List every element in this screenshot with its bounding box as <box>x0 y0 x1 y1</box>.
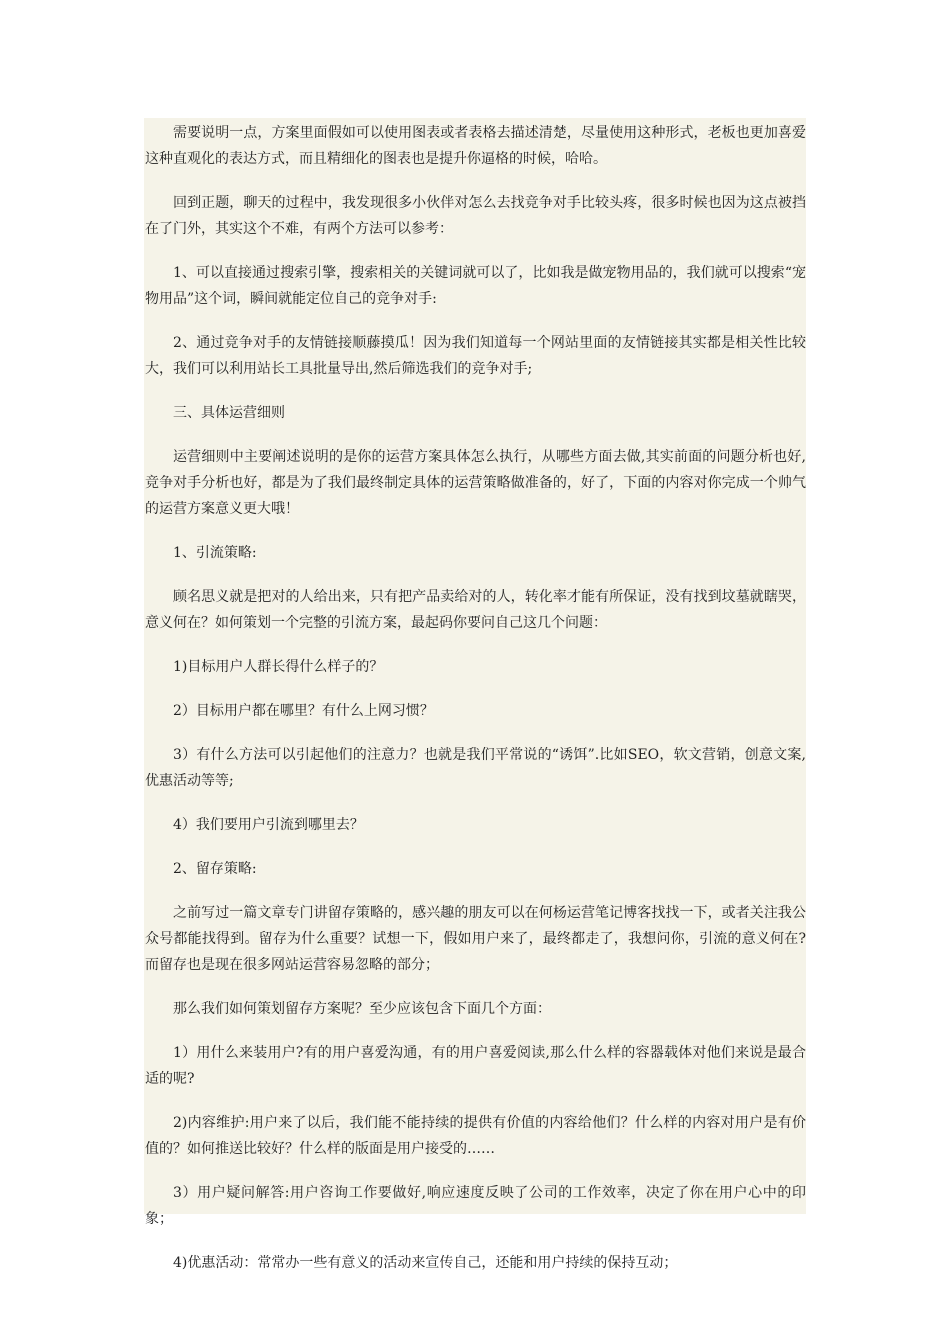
paragraph: 顾名思义就是把对的人给出来，只有把产品卖给对的人，转化率才能有所保证，没有找到坟墓就瞎哭，意义何在？如何策划一个完整的引流方案，最起码你要问自己这几个问题： <box>145 589 806 631</box>
list-item: 2)内容维护:用户来了以后，我们能不能持续的提供有价值的内容给他们？什么样的内容对用户是有价值的？如何推送比较好？什么样的版面是用户接受的…… <box>145 1115 806 1157</box>
list-item: 2）目标用户都在哪里？有什么上网习惯？ <box>173 703 434 719</box>
list-item: 4）我们要用户引流到哪里去？ <box>173 817 364 833</box>
paragraph: 之前写过一篇文章专门讲留存策略的，感兴趣的朋友可以在何杨运营笔记博客找找一下，或者关注我公众号都能找得到。留存为什么重要？试想一下，假如用户来了，最终都走了，我想问你，引流的意义何在?而留存也是现在很多网站运营容易忽略的部分； <box>145 905 806 973</box>
list-item: 1、可以直接通过搜索引擎，搜索相关的关键词就可以了，比如我是做宠物用品的，我们就可以搜索“宠物用品”这个词，瞬间就能定位自己的竞争对手: <box>145 265 806 307</box>
document-body <box>145 120 806 1294</box>
paragraph: 运营细则中主要阐述说明的是你的运营方案具体怎么执行，从哪些方面去做,其实前面的问题分析也好,竞争对手分析也好，都是为了我们最终制定具体的运营策略做准备的，好了，下面的内容对你完成一个帅气的运营方案意义更大哦！ <box>145 449 806 517</box>
paragraph: 那么我们如何策划留存方案呢？至少应该包含下面几个方面： <box>173 1001 551 1017</box>
section-heading: 三、具体运营细则 <box>173 405 285 421</box>
paragraph: 回到正题，聊天的过程中，我发现很多小伙伴对怎么去找竞争对手比较头疼，很多时候也因为这点被挡在了门外，其实这个不难，有两个方法可以参考： <box>145 195 806 237</box>
list-item: 1）用什么来装用户?有的用户喜爱沟通，有的用户喜爱阅读,那么什么样的容器载体对他们来说是最合适的呢? <box>145 1045 806 1087</box>
list-item: 4)优惠活动：常常办一些有意义的活动来宣传自己，还能和用户持续的保持互动； <box>173 1255 678 1271</box>
list-item: 1)目标用户人群长得什么样子的？ <box>173 659 384 675</box>
subsection-heading: 2、留存策略: <box>173 861 257 877</box>
paragraph: 需要说明一点，方案里面假如可以使用图表或者表格去描述清楚，尽量使用这种形式，老板也更加喜爱这种直观化的表达方式，而且精细化的图表也是提升你逼格的时候，哈哈。 <box>145 125 806 167</box>
list-item: 2、通过竞争对手的友情链接顺藤摸瓜！因为我们知道每一个网站里面的友情链接其实都是相关性比较大，我们可以利用站长工具批量导出,然后筛选我们的竞争对手; <box>145 335 806 377</box>
list-item: 3）有什么方法可以引起他们的注意力？也就是我们平常说的“诱饵”.比如SEO，软文营销，创意文案,优惠活动等等; <box>145 747 806 789</box>
subsection-heading: 1、引流策略: <box>173 545 257 561</box>
list-item: 3）用户疑问解答:用户咨询工作要做好,响应速度反映了公司的工作效率，决定了你在用户心中的印象； <box>145 1185 806 1227</box>
